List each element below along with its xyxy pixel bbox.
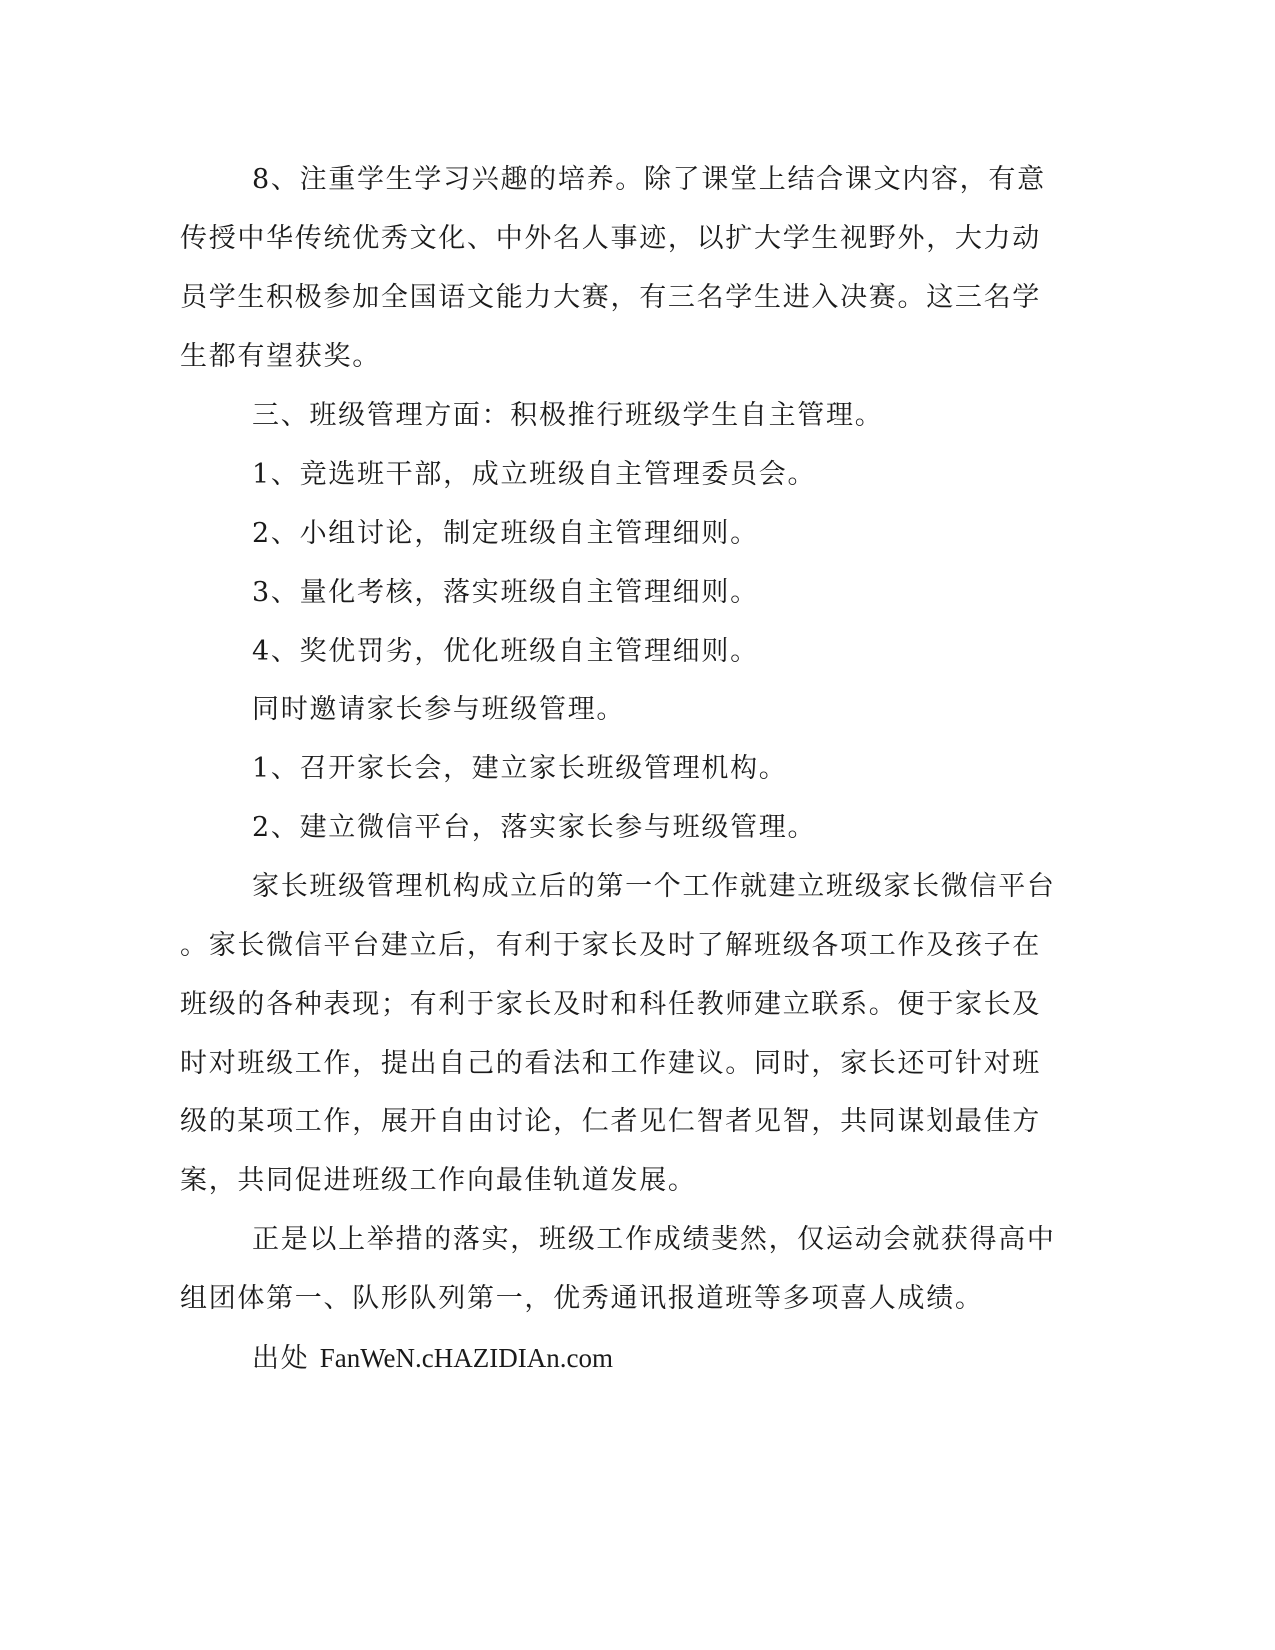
parent-item-1: 1、召开家长会，建立家长班级管理机构。 bbox=[252, 753, 788, 784]
source-line bbox=[252, 1338, 1042, 1378]
self-management-item-3: 3、量化考核，落实班级自主管理细则。 bbox=[252, 577, 759, 608]
self-management-item-2: 2、小组讨论，制定班级自主管理细则。 bbox=[252, 518, 759, 549]
paragraph-8-line-2: 传授中华传统优秀文化、中外名人事迹，以扩大学生视野外，大力动 bbox=[180, 223, 1041, 254]
section-three-heading: 三、班级管理方面：积极推行班级学生自主管理。 bbox=[252, 400, 884, 431]
wechat-paragraph-line-4: 时对班级工作，提出自己的看法和工作建议。同时，家长还可针对班 bbox=[180, 1048, 1041, 1079]
parent-item-2: 2、建立微信平台，落实家长参与班级管理。 bbox=[252, 812, 817, 843]
paragraph-8-line-1: 8、注重学生学习兴趣的培养。除了课堂上结合课文内容，有意 bbox=[252, 164, 1046, 195]
self-management-item-1: 1、竞选班干部，成立班级自主管理委员会。 bbox=[252, 459, 817, 490]
source-label: 出处 bbox=[252, 1343, 310, 1374]
wechat-paragraph-line-2: 。家长微信平台建立后，有利于家长及时了解班级各项工作及孩子在 bbox=[180, 930, 1041, 961]
paragraph-8-line-4: 生都有望获奖。 bbox=[180, 341, 381, 372]
source-site: FanWeN.cHAZIDIAn.com bbox=[319, 1343, 613, 1373]
parent-heading: 同时邀请家长参与班级管理。 bbox=[252, 694, 626, 725]
wechat-paragraph-line-5: 级的某项工作，展开自由讨论，仁者见仁智者见智，共同谋划最佳方 bbox=[180, 1106, 1041, 1137]
results-paragraph-line-1: 正是以上举措的落实，班级工作成绩斐然，仅运动会就获得高中 bbox=[252, 1224, 1056, 1255]
paragraph-8-line-3: 员学生积极参加全国语文能力大赛，有三名学生进入决赛。这三名学 bbox=[180, 282, 1041, 313]
wechat-paragraph-line-3: 班级的各种表现；有利于家长及时和科任教师建立联系。便于家长及 bbox=[180, 989, 1041, 1020]
wechat-paragraph-line-6: 案，共同促进班级工作向最佳轨道发展。 bbox=[180, 1165, 697, 1196]
wechat-paragraph-line-1: 家长班级管理机构成立后的第一个工作就建立班级家长微信平台 bbox=[252, 871, 1056, 902]
results-paragraph-line-2: 组团体第一、队形队列第一，优秀通讯报道班等多项喜人成绩。 bbox=[180, 1283, 984, 1314]
self-management-item-4: 4、奖优罚劣，优化班级自主管理细则。 bbox=[252, 636, 759, 667]
